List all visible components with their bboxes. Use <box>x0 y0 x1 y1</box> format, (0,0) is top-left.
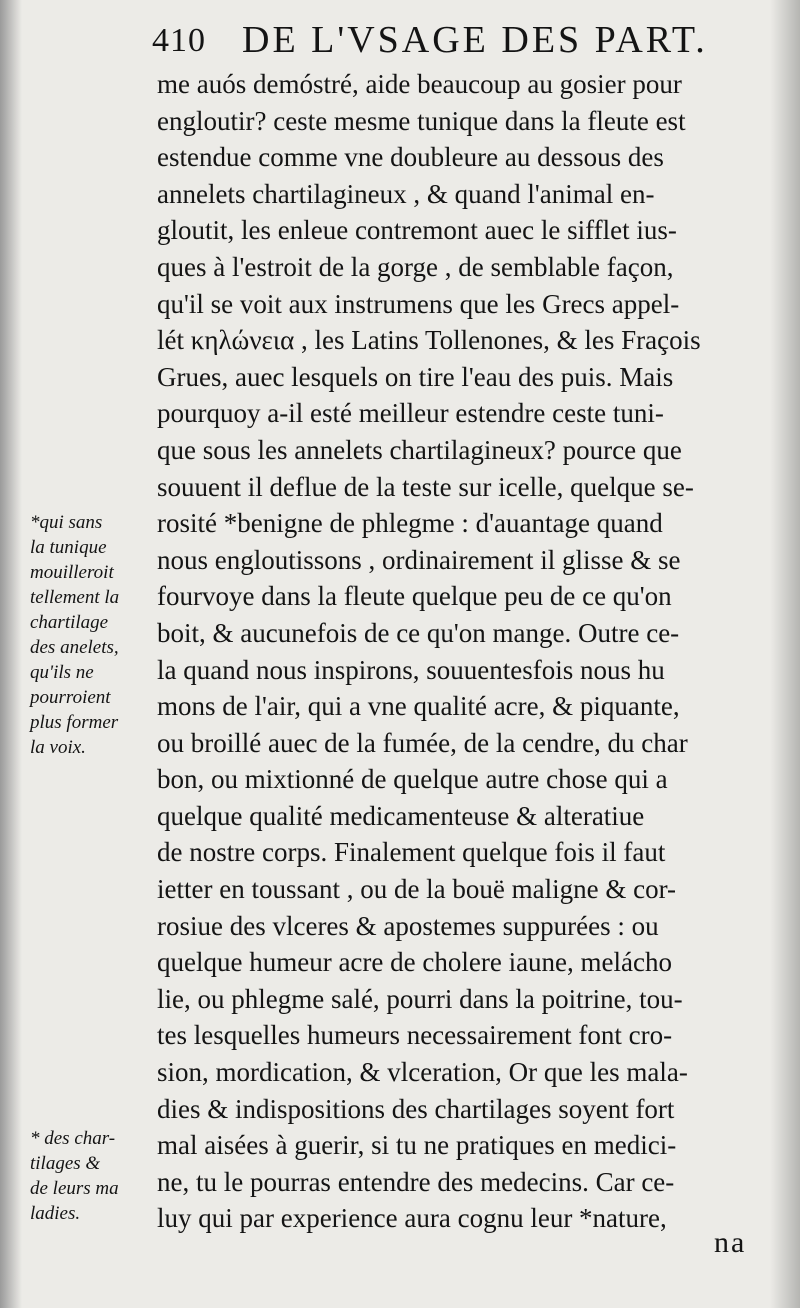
margin-note-1 <box>30 510 154 760</box>
text-line: Grues, auec lesquels on tire l'eau des puis. Mais <box>157 361 674 392</box>
text-line: lét κηλώνεια , les Latins Tollenones, & les Fraçois <box>157 325 701 356</box>
margin-note-line: la voix. <box>30 737 86 758</box>
text-line: quelque humeur acre de cholere iaune, melácho <box>157 947 672 978</box>
margin-note-line: la tunique <box>30 537 107 558</box>
text-line: quelque qualité medicamenteuse & alteratiue <box>157 800 645 831</box>
running-title: DE L'VSAGE DES PART. <box>242 19 708 61</box>
page-number: 410 <box>152 22 206 59</box>
catchword: na <box>714 1226 747 1259</box>
text-line: estendue comme vne doubleure au dessous des <box>157 142 664 173</box>
text-line: me auós demóstré, aide beaucoup au gosier pour <box>157 69 682 99</box>
text-line: ques à l'estroit de la gorge , de semblable façon, <box>157 251 674 282</box>
margin-note-line: de leurs ma <box>30 1178 119 1199</box>
text-line: gloutit, les enleue contremont auec le sifflet ius- <box>157 215 677 246</box>
text-line: nous engloutissons , ordinairement il glisse & se <box>157 544 681 575</box>
margin-note-line: qu'ils ne <box>30 662 94 683</box>
margin-note-line: chartilage <box>30 612 109 633</box>
text-line: mal aisées à guerir, si tu ne pratiques en medici- <box>157 1130 677 1161</box>
text-line: dies & indispositions des chartilages soyent fort <box>157 1093 675 1124</box>
margin-note-line: * des char- <box>30 1128 116 1149</box>
text-line: la quand nous inspirons, souuentesfois nous hu <box>157 654 665 685</box>
text-line: rosiue des vlceres & apostemes suppurées : ou <box>157 910 659 941</box>
margin-note-line: ladies. <box>30 1203 81 1224</box>
text-line: tes lesquelles humeurs necessairement font cro- <box>157 1020 673 1051</box>
text-line: fourvoye dans la fleute quelque peu de ce qu'on <box>157 581 672 612</box>
text-line: pourquoy a-il esté meilleur estendre ceste tuni- <box>157 398 664 429</box>
margin-note-line: *qui sans <box>30 512 103 533</box>
text-line: bon, ou mixtionné de quelque autre chose qui a <box>157 764 668 795</box>
text-line: ou broillé auec de la fumée, de la cendre, du char <box>157 727 688 758</box>
page-header <box>152 14 772 62</box>
gutter-shadow <box>0 0 22 1308</box>
text-line: engloutir? ceste mesme tunique dans la fleute est <box>157 105 686 136</box>
text-line: qu'il se voit aux instrumens que les Grecs appel- <box>157 288 680 319</box>
text-line: ne, tu le pourras entendre des medecins. Car ce- <box>157 1166 675 1197</box>
margin-note-line: des anelets, <box>30 637 119 658</box>
text-line: annelets chartilagineux , & quand l'animal en- <box>157 178 655 209</box>
text-line: ietter en toussant , ou de la bouë maligne & cor- <box>157 874 677 905</box>
text-line: boit, & aucunefois de ce qu'on mange. Outre ce- <box>157 617 680 648</box>
margin-note-line: plus former <box>30 712 119 733</box>
margin-note-line: pourroient <box>30 687 111 708</box>
text-line: que sous les annelets chartilagineux? pource que <box>157 434 682 465</box>
text-line: rosité *benigne de phlegme : d'auantage quand <box>157 508 663 539</box>
text-line: de nostre corps. Finalement quelque fois il faut <box>157 837 666 868</box>
margin-note-line: tellement la <box>30 587 120 608</box>
main-text-block <box>157 66 757 1237</box>
text-line: souuent il deflue de la teste sur icelle, quelque se- <box>157 471 694 502</box>
edge-shadow <box>770 0 800 1308</box>
text-line: luy qui par experience aura cognu leur *nature, <box>157 1203 667 1234</box>
text-line: sion, mordication, & vlceration, Or que les mala- <box>157 1057 688 1088</box>
text-line: mons de l'air, qui a vne qualité acre, & piquante, <box>157 691 680 722</box>
margin-note-line: tilages & <box>30 1153 101 1174</box>
text-line: lie, ou phlegme salé, pourri dans la poitrine, tou- <box>157 983 683 1014</box>
margin-note-line: mouilleroit <box>30 562 114 583</box>
margin-note-2 <box>30 1126 154 1226</box>
